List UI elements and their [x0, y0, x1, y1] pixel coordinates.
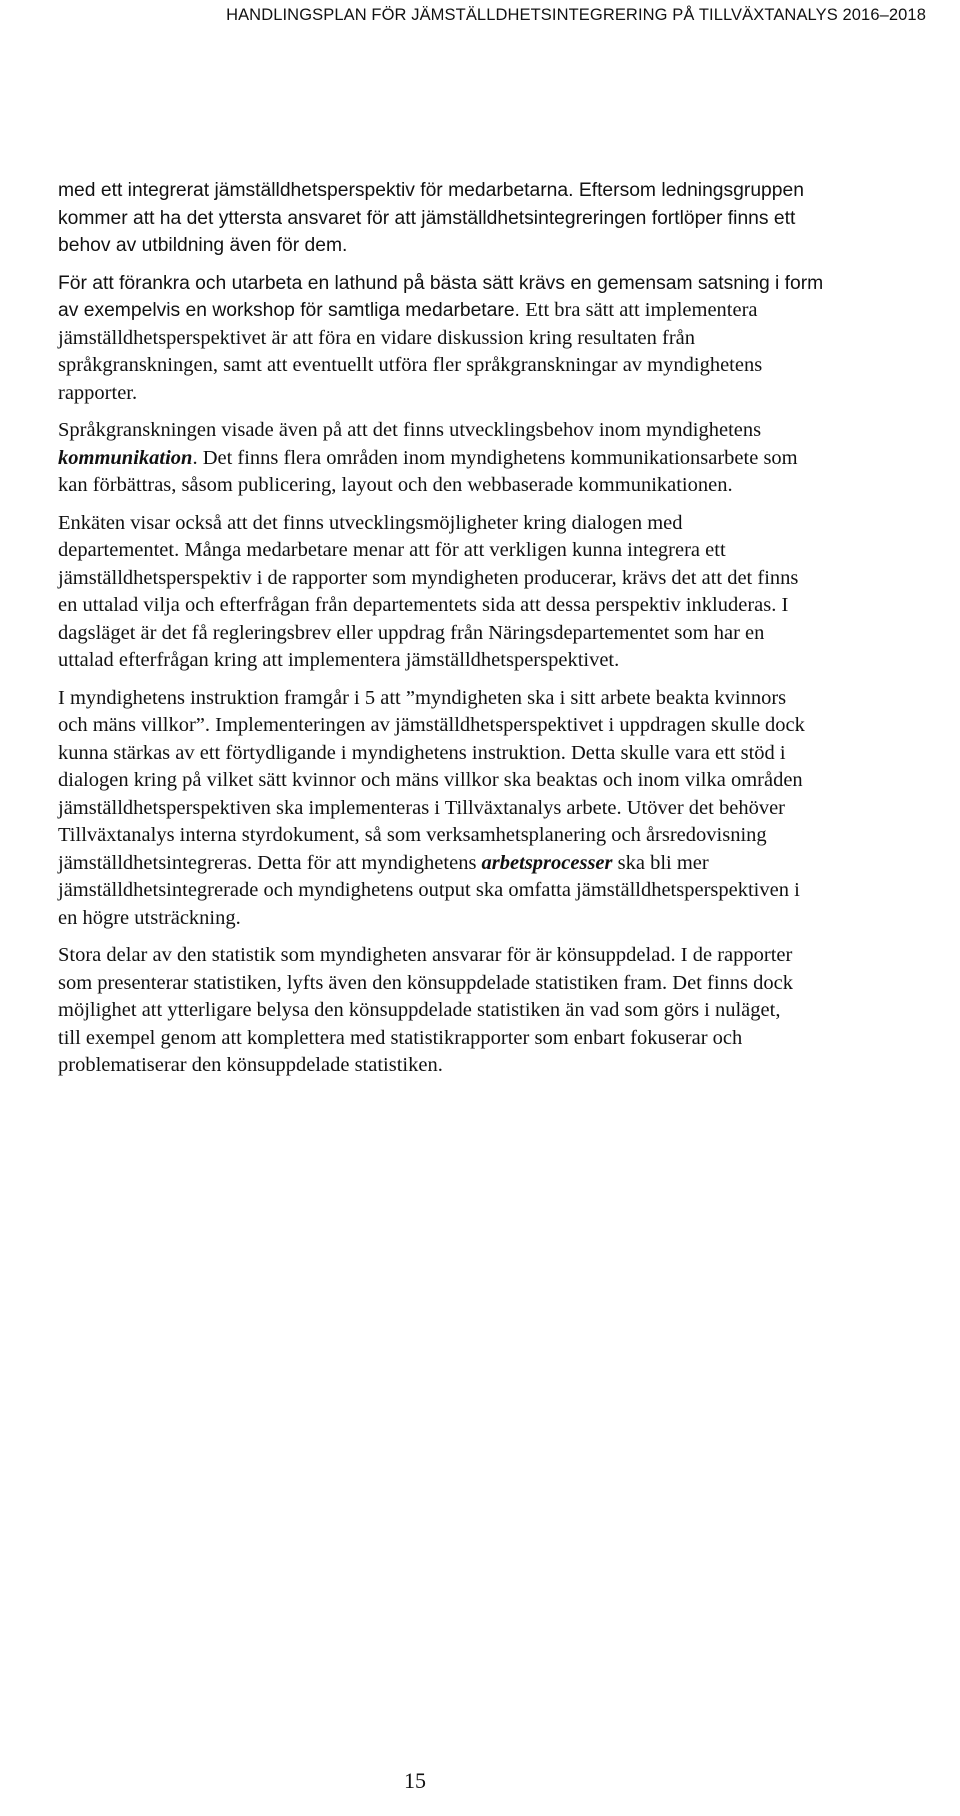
text-line: jämställdhetsperspektiv i de rapporter som myndigheten producerar, krävs det att det finns — [58, 566, 799, 589]
paragraph — [58, 685, 810, 933]
text-line: problematiserar den könsuppdelade statistiken. — [58, 1054, 443, 1076]
text-segment: jämställdhetsintegreras. Detta för att myndighetens — [58, 851, 482, 874]
text-line: möjlighet att ytterligare belysa den könsuppdelade statistiken än vad som görs i nuläget, — [58, 999, 781, 1021]
text-line: departementet. Många medarbetare menar att för att verkligen kunna integrera ett — [58, 539, 726, 561]
text-line: kommer att ha det yttersta ansvaret för att jämställdhetsintegreringen fortlöper finns ett — [58, 207, 796, 229]
emphasized-term: kommunikation — [58, 446, 193, 469]
text-segment: Ett bra sätt att implementera — [525, 299, 758, 321]
paragraph — [58, 270, 824, 408]
text-segment: ska bli mer — [612, 851, 709, 874]
text-line: språkgranskningen, samt att eventuellt utföra fler språkgranskningar av myndighetens — [58, 354, 763, 376]
emphasized-term: arbetsprocesser — [481, 851, 613, 874]
page-number: 15 — [404, 1768, 426, 1793]
text-line: behov av utbildning även för dem. — [58, 235, 348, 256]
text-line: För att förankra och utarbeta en lathund på bästa sätt krävs en gemensam satsning i form — [58, 272, 824, 294]
paragraph — [58, 942, 810, 1080]
paragraph — [58, 417, 810, 500]
text-line: jämställdhetsintegrerade och myndighetens output ska omfatta jämställdhetsperspektiven i — [58, 879, 800, 901]
text-line: I myndighetens instruktion framgår i 5 att ”myndigheten ska i sitt arbete beakta kvinnors — [58, 686, 787, 709]
text-line: jämställdhetsperspektivet är att föra en vidare diskussion kring resultaten från — [58, 326, 696, 349]
text-line: till exempel genom att komplettera med statistikrapporter som enbart fokuserar och — [58, 1026, 743, 1049]
text-line: Enkäten visar också att det finns utvecklingsmöjligheter kring dialogen med — [58, 511, 683, 534]
document-body — [58, 177, 824, 1080]
text-line: kan förbättras, såsom publicering, layout och den webbaserade kommunikationen. — [58, 474, 733, 496]
paragraph — [58, 177, 810, 260]
text-line — [58, 297, 810, 325]
text-line: dialogen kring på vilket sätt kvinnor och mäns villkor ska beaktas och inom vilka områden — [58, 769, 803, 791]
running-header: HANDLINGSPLAN FÖR JÄMSTÄLLDHETSINTEGRERING PÅ TILLVÄXTANALYS 2016–2018 — [226, 6, 926, 24]
text-line: kunna stärkas av ett förtydligande i myndighetens instruktion. Detta skulle vara ett stöd i — [58, 741, 786, 764]
text-line: och mäns villkor”. Implementeringen av jämställdhetsperspektivet i uppdragen skulle dock — [58, 714, 805, 736]
text-line: rapporter. — [58, 381, 138, 404]
text-line — [58, 850, 810, 878]
text-line: dagsläget är det få regleringsbrev eller uppdrag från Näringsdepartementet som har en — [58, 621, 765, 644]
text-line: en högre utsträckning. — [58, 906, 241, 929]
text-segment: . Det finns flera områden inom myndighetens kommunikationsarbete som — [192, 446, 798, 469]
text-line: en uttalad vilja och efterfrågan från departementets sida att dessa perspektiv inkluderas. I — [58, 594, 789, 616]
text-line: uttalad efterfrågan kring att implementera jämställdhetsperspektivet. — [58, 649, 620, 671]
text-line: Stora delar av den statistik som myndigheten ansvarar för är könsuppdelad. I de rapporter — [58, 944, 793, 966]
text-line — [58, 445, 810, 473]
text-line: Språkgranskningen visade även på att det finns utvecklingsbehov inom myndighetens — [58, 419, 762, 441]
text-line: med ett integrerat jämställdhetsperspektiv för medarbetarna. Eftersom ledningsgruppen — [58, 180, 804, 201]
paragraph — [58, 510, 810, 675]
text-line: som presenterar statistiken, lyfts även den könsuppdelade statistiken fram. Det finns dock — [58, 971, 793, 994]
text-line: jämställdhetsperspektiven ska implementeras i Tillväxtanalys arbete. Utöver det behöver — [58, 796, 785, 819]
text-segment: av exempelvis en workshop för samtliga medarbetare. — [58, 300, 526, 321]
text-line: Tillväxtanalys interna styrdokument, så som verksamhetsplanering och årsredovisning — [58, 824, 767, 846]
